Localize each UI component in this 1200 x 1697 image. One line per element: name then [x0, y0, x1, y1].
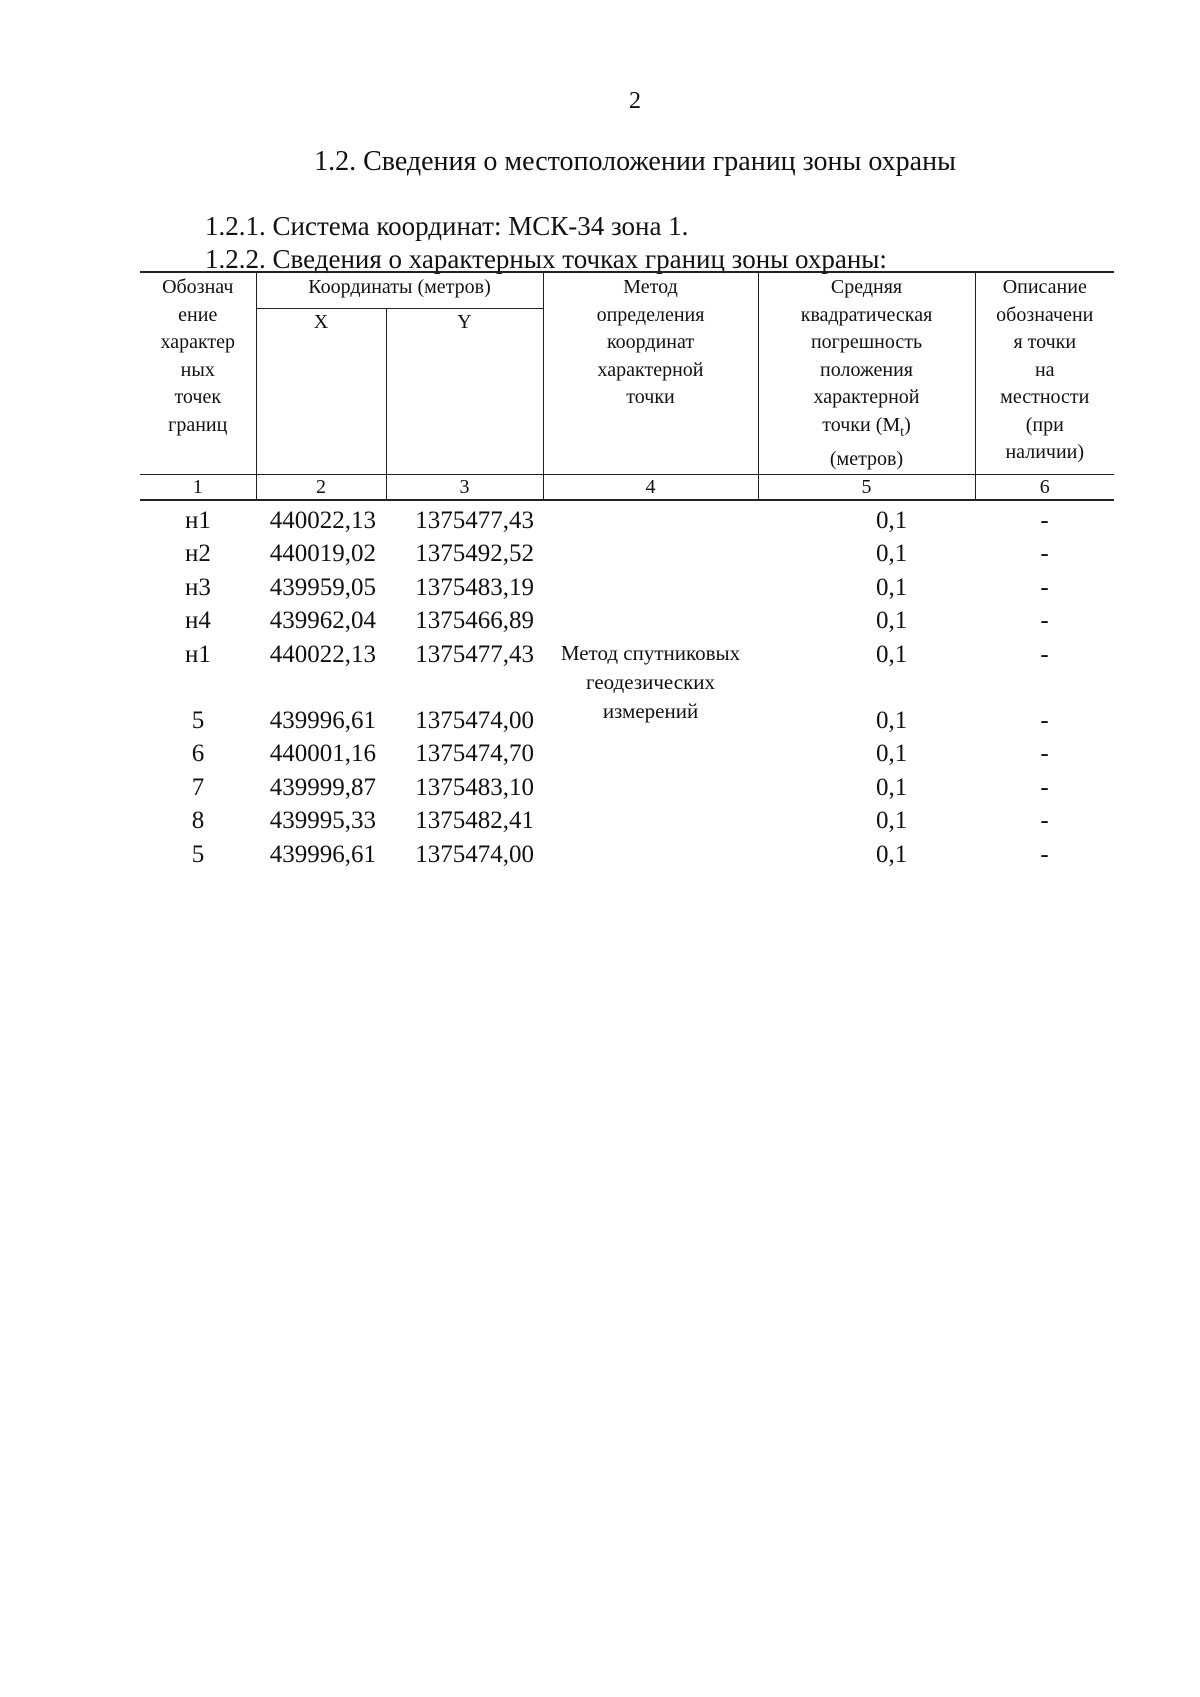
header-coordinates: Координаты (метров)	[256, 272, 543, 308]
coord-x: 439959,05	[269, 573, 376, 601]
description-value: -	[1040, 740, 1049, 767]
coord-y: 1375483,19	[415, 573, 535, 601]
error-value: 0,1	[876, 573, 908, 601]
point-name: 8	[191, 807, 205, 834]
boundary-points-table	[140, 271, 1114, 871]
error-value: 0,1	[876, 607, 908, 634]
point-name: 6	[191, 740, 205, 767]
error-value: 0,1	[876, 540, 908, 567]
column-number: 3	[386, 474, 543, 500]
coord-y: 1375483,10	[415, 773, 535, 801]
point-name: н4	[185, 607, 211, 634]
point-name: 5	[191, 706, 205, 734]
coord-y: 1375474,70	[415, 740, 535, 767]
column-number: 1	[140, 474, 256, 500]
description-value: -	[1040, 607, 1049, 634]
point-name: 5	[191, 840, 205, 868]
error-value: 0,1	[876, 807, 908, 834]
page-number: 2	[629, 88, 641, 114]
point-name: н3	[185, 573, 211, 601]
point-name: н2	[185, 540, 211, 567]
point-name: н1	[185, 506, 211, 534]
column-number: 6	[975, 474, 1114, 500]
coord-x: 440019,02	[269, 540, 376, 567]
header-x: X	[256, 308, 386, 474]
section-title: 1.2. Сведения о местоположении границ зоны охраны	[314, 146, 956, 177]
coord-x: 439996,61	[269, 706, 376, 734]
error-value: 0,1	[876, 773, 908, 801]
boundary-points-table-container	[140, 271, 1114, 871]
column-number: 2	[256, 474, 386, 500]
description-value: -	[1040, 573, 1049, 601]
coord-y: 1375482,41	[415, 807, 535, 834]
method-cell	[543, 500, 758, 872]
error-value: 0,1	[876, 706, 908, 734]
coord-x: 439999,87	[269, 773, 376, 801]
error-value: 0,1	[876, 640, 908, 668]
error-value: 0,1	[876, 506, 908, 534]
coord-y: 1375492,52	[415, 540, 535, 567]
coord-x: 439995,33	[269, 807, 376, 834]
description-value: -	[1040, 540, 1049, 567]
coord-x: 440022,13	[269, 640, 376, 668]
coord-y: 1375477,43	[415, 506, 535, 534]
coord-x: 439996,61	[269, 840, 376, 868]
table-row	[140, 500, 1114, 538]
header-y: Y	[386, 308, 543, 474]
description-value: -	[1040, 640, 1049, 668]
method-value: Метод спутниковых геодезических измерений	[560, 640, 741, 723]
description-value: -	[1040, 840, 1049, 868]
point-name: 7	[191, 773, 205, 801]
coord-y: 1375474,00	[415, 706, 535, 734]
coord-y: 1375466,89	[415, 607, 535, 634]
description-value: -	[1040, 706, 1049, 734]
error-value: 0,1	[876, 740, 908, 767]
coord-x: 440001,16	[269, 740, 376, 767]
description-value: -	[1040, 506, 1049, 534]
header-error: Средняя квадратическая погрешность положения характерной точки $(M_t)$ (метров)	[758, 272, 975, 474]
column-number: 4	[543, 474, 758, 500]
coord-y: 1375477,43	[415, 640, 535, 668]
header-method: Метод определения координат характерной точки	[543, 272, 758, 474]
column-number: 5	[758, 474, 975, 500]
header-description: Описание обозначени я точки на местности (при наличии)	[975, 272, 1114, 474]
coord-x: 440022,13	[269, 506, 376, 534]
header-point-designation: Обознач ение характер ных точек границ	[140, 272, 256, 474]
coordinate-system-line: 1.2.1. Система координат: МСК-34 зона 1.	[205, 211, 689, 241]
coord-y: 1375474,00	[415, 840, 535, 868]
description-value: -	[1040, 773, 1049, 801]
coord-x: 439962,04	[269, 607, 376, 634]
point-name: н1	[185, 640, 211, 668]
description-value: -	[1040, 807, 1049, 834]
error-value: 0,1	[876, 840, 908, 868]
points-info-line: 1.2.2. Сведения о характерных точках границ зоны охраны:	[205, 244, 887, 274]
